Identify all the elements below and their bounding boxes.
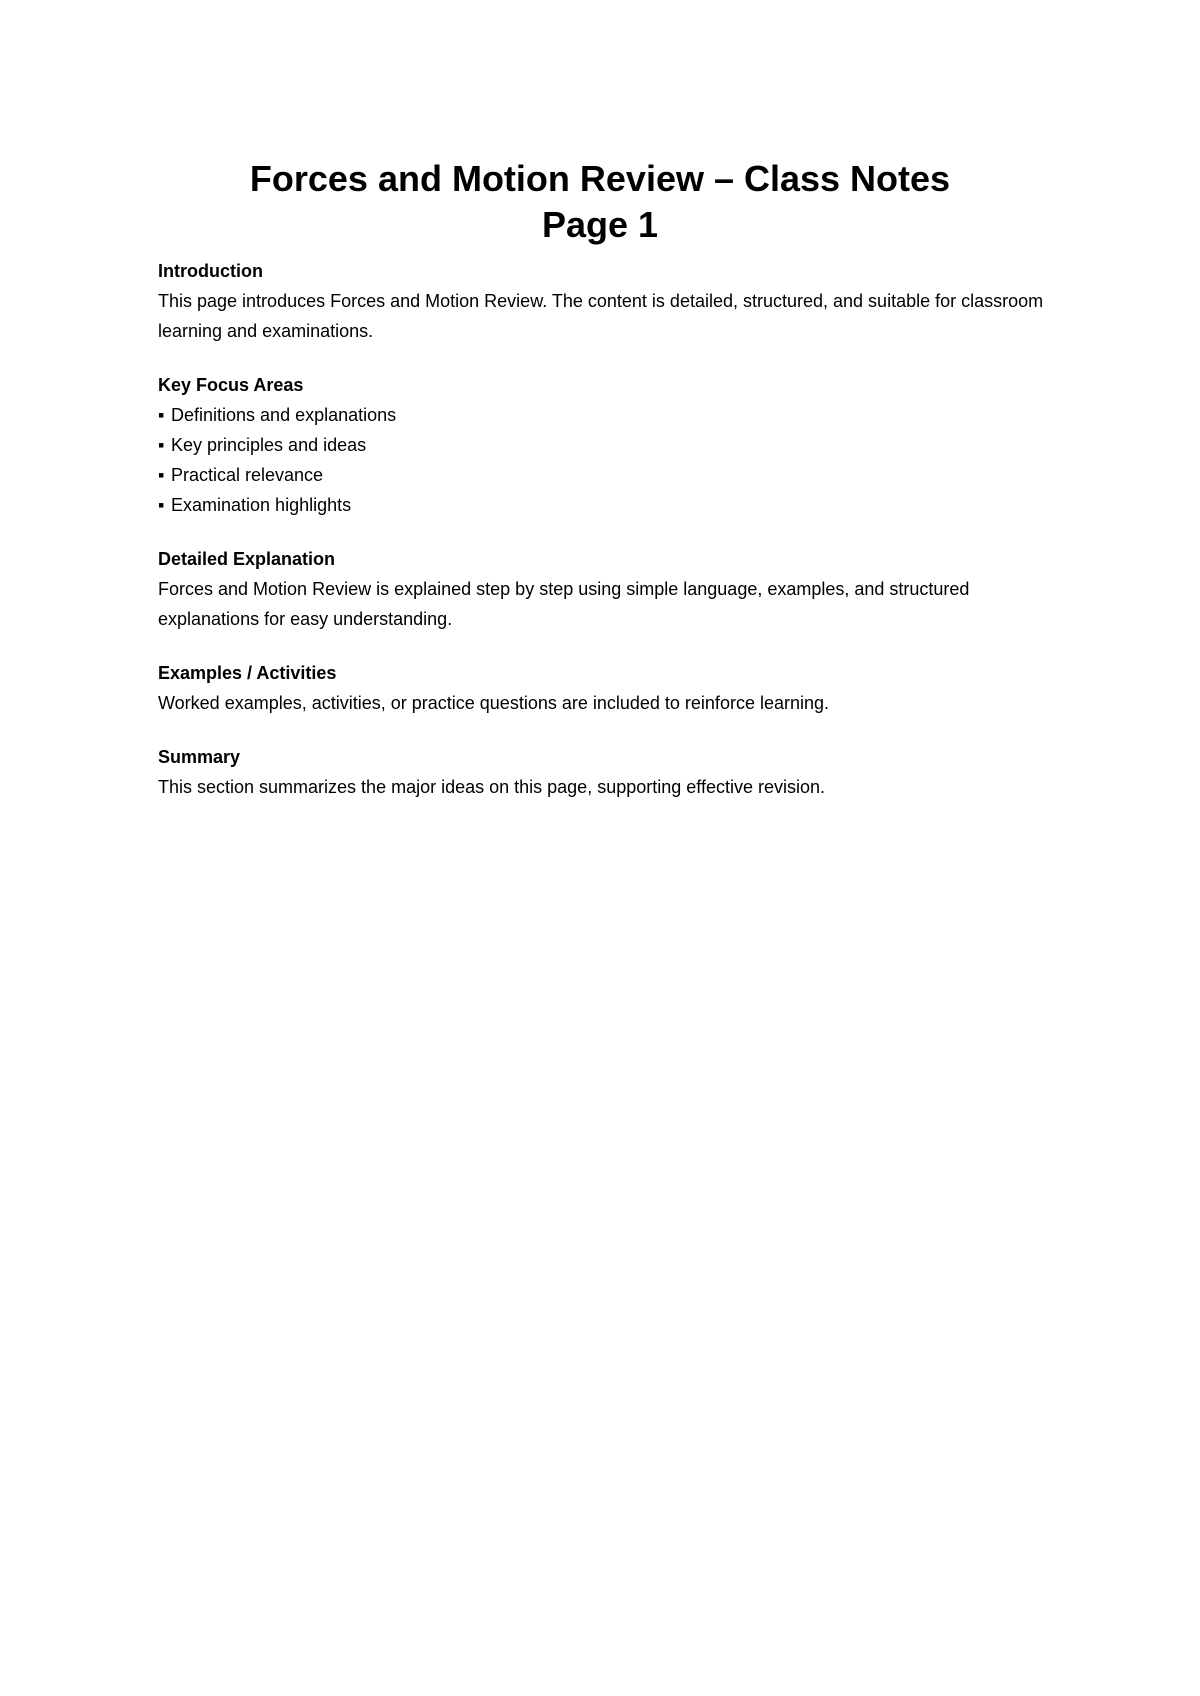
page-title	[0, 156, 1200, 248]
list-item	[158, 430, 1058, 460]
page-number-title: Page 1	[541, 204, 659, 245]
list-item-text: Definitions and explanations	[171, 405, 397, 425]
bullet-icon: ▪	[158, 495, 165, 515]
list-item-text: Key principles and ideas	[171, 435, 367, 455]
list-item	[158, 490, 1058, 520]
section-text: Worked examples, activities, or practice questions are included to reinforce learning.	[158, 693, 830, 713]
section-examples-activities	[158, 658, 1058, 718]
bullet-icon: ▪	[158, 405, 165, 425]
list-item	[158, 460, 1058, 490]
section-text: This page introduces Forces and Motion Review. The content is detailed, structured, and suitable for classroom learning and examinations.	[158, 291, 1044, 341]
section-heading: Key Focus Areas	[158, 375, 304, 395]
document-body	[158, 256, 1058, 826]
section-text: Forces and Motion Review is explained step by step using simple language, examples, and structured explanations for easy understanding.	[158, 579, 970, 629]
section-heading: Examples / Activities	[158, 663, 337, 683]
section-heading: Detailed Explanation	[158, 549, 336, 569]
section-key-focus-areas	[158, 370, 1058, 520]
list-item	[158, 400, 1058, 430]
section-heading: Introduction	[158, 261, 263, 281]
list-item-text: Examination highlights	[171, 495, 352, 515]
section-summary	[158, 742, 1058, 802]
section-detailed-explanation	[158, 544, 1058, 634]
document-title: Forces and Motion Review – Class Notes	[249, 158, 951, 199]
section-text: This section summarizes the major ideas on this page, supporting effective revision.	[158, 777, 825, 797]
section-heading: Summary	[158, 747, 241, 767]
list-item-text: Practical relevance	[171, 465, 324, 485]
section-introduction	[158, 256, 1058, 346]
bullet-icon: ▪	[158, 435, 165, 455]
focus-list	[158, 400, 1058, 520]
bullet-icon: ▪	[158, 465, 165, 485]
